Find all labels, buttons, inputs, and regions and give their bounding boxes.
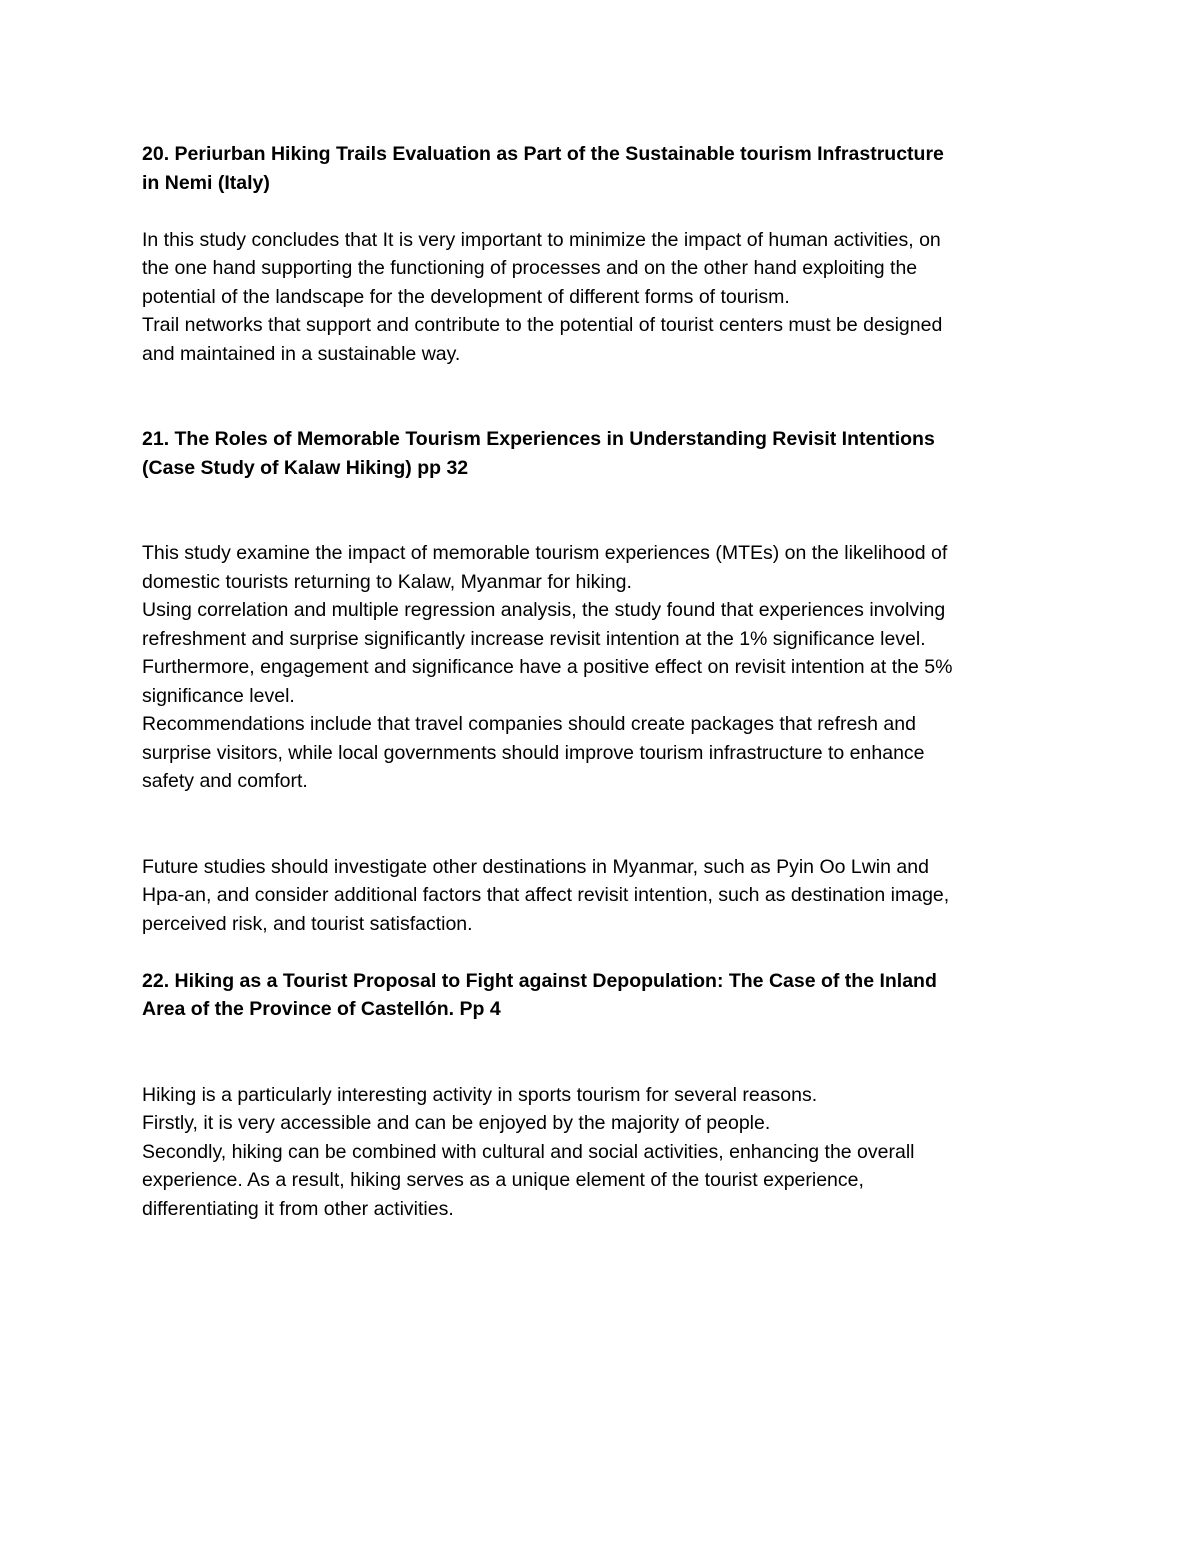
body-line: significance level. bbox=[142, 684, 295, 707]
heading-line: 21. The Roles of Memorable Tourism Experiences in Understanding Revisit Intentions bbox=[142, 428, 935, 450]
heading-line: 22. Hiking as a Tourist Proposal to Fight against Depopulation: The Case of the Inland bbox=[142, 969, 937, 992]
body-line: experience. As a result, hiking serves as a unique element of the tourist experience, bbox=[142, 1169, 864, 1191]
body-line: Future studies should investigate other destinations in Myanmar, such as Pyin Oo Lwin and bbox=[142, 855, 929, 878]
body-line: Furthermore, engagement and significance have a positive effect on revisit intention at the 5% bbox=[142, 656, 953, 678]
body-line: domestic tourists returning to Kalaw, Myanmar for hiking. bbox=[142, 570, 632, 593]
body-line: Secondly, hiking can be combined with cultural and social activities, enhancing the overall bbox=[142, 1140, 915, 1163]
body-line: differentiating it from other activities. bbox=[142, 1197, 454, 1220]
section-21-body-continued bbox=[142, 853, 1062, 939]
section-22-body bbox=[142, 1081, 1062, 1224]
body-line: perceived risk, and tourist satisfaction. bbox=[142, 912, 473, 935]
section-22-heading bbox=[142, 967, 1062, 1024]
section-20-heading bbox=[142, 140, 1062, 197]
heading-line: 20. Periurban Hiking Trails Evaluation as Part of the Sustainable tourism Infrastructure bbox=[142, 143, 944, 165]
section-21-heading bbox=[142, 425, 1062, 482]
heading-line: (Case Study of Kalaw Hiking) pp 32 bbox=[142, 456, 469, 479]
body-line: This study examine the impact of memorable tourism experiences (MTEs) on the likelihood of bbox=[142, 542, 948, 564]
body-line: Firstly, it is very accessible and can be enjoyed by the majority of people. bbox=[142, 1112, 771, 1134]
body-line: Hiking is a particularly interesting activity in sports tourism for several reasons. bbox=[142, 1083, 818, 1106]
body-line: and maintained in a sustainable way. bbox=[142, 342, 461, 365]
body-line: Hpa-an, and consider additional factors that affect revisit intention, such as destination image, bbox=[142, 884, 950, 906]
body-line: Recommendations include that travel companies should create packages that refresh and bbox=[142, 713, 916, 735]
body-line: safety and comfort. bbox=[142, 770, 308, 792]
section-21-body bbox=[142, 539, 1062, 796]
body-line: surprise visitors, while local governments should improve tourism infrastructure to enhance bbox=[142, 741, 925, 764]
body-line: In this study concludes that It is very important to minimize the impact of human activities, on bbox=[142, 228, 941, 251]
heading-line: Area of the Province of Castellón. Pp 4 bbox=[142, 998, 501, 1020]
body-line: potential of the landscape for the development of different forms of tourism. bbox=[142, 285, 790, 308]
document-content bbox=[142, 140, 1062, 1223]
body-line: the one hand supporting the functioning of processes and on the other hand exploiting the bbox=[142, 257, 918, 279]
body-line: Using correlation and multiple regression analysis, the study found that experiences involving bbox=[142, 599, 946, 621]
body-line: Trail networks that support and contribute to the potential of tourist centers must be designed bbox=[142, 314, 943, 336]
section-20-body bbox=[142, 226, 1062, 369]
heading-line: in Nemi (Italy) bbox=[142, 171, 270, 194]
body-line: refreshment and surprise significantly increase revisit intention at the 1% significance level. bbox=[142, 627, 926, 650]
